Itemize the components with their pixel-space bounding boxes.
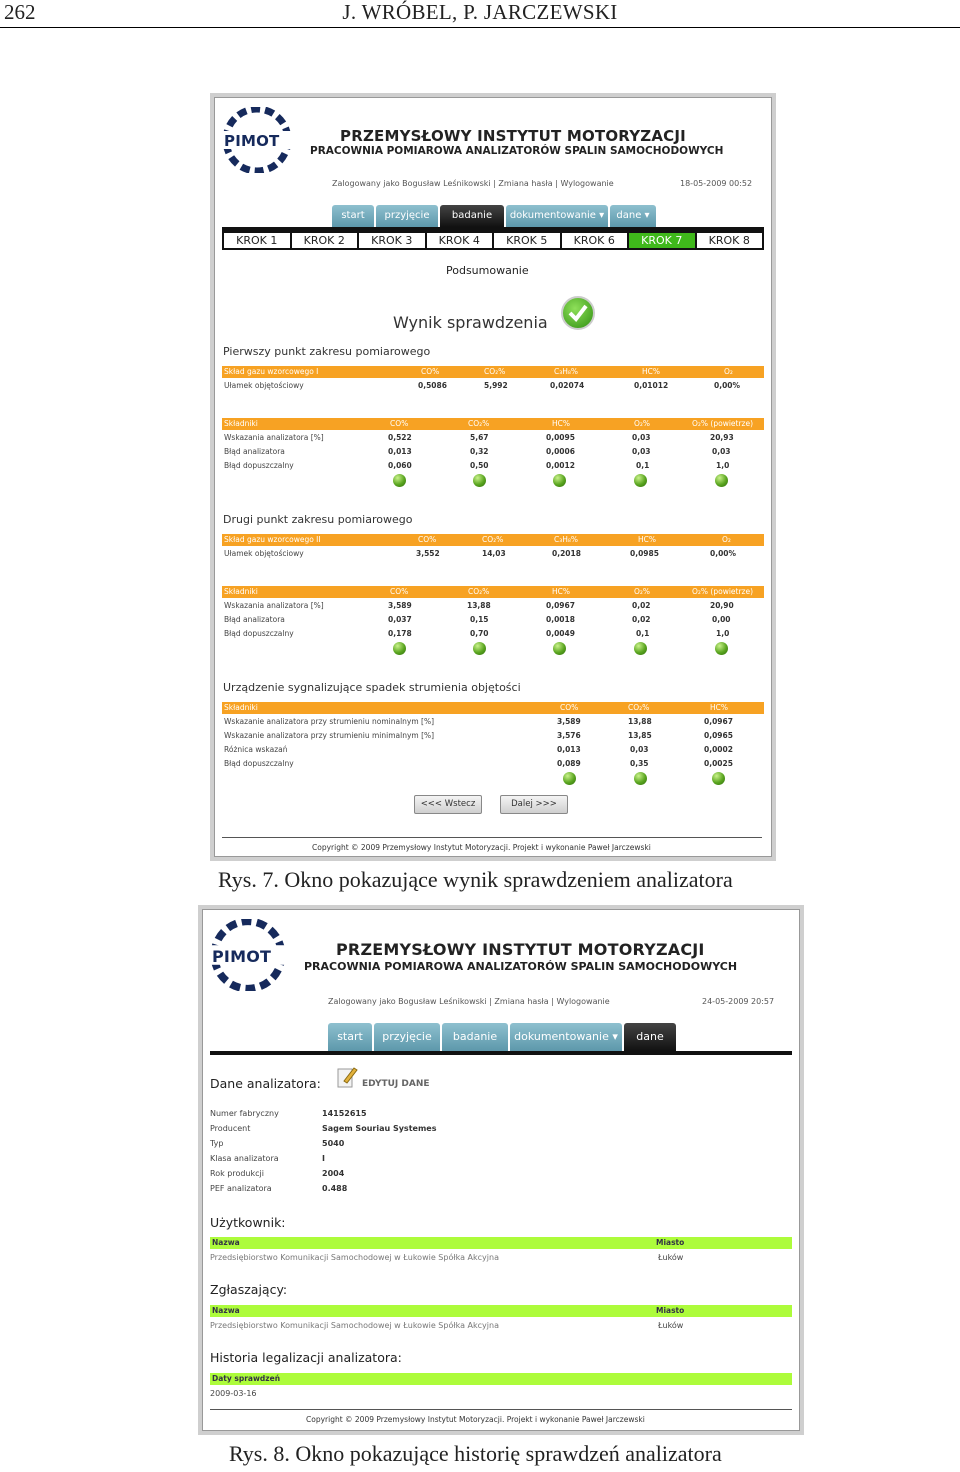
- status-ok-icon: [473, 474, 486, 487]
- row2-allowed-o2-air: 1,0: [716, 629, 730, 638]
- row-allowed-o2-air: 1,0: [716, 461, 730, 470]
- row-indication-label: Wskazania analizatora [%]: [224, 433, 324, 442]
- tab-przyjecie[interactable]: przyjęcie: [374, 1023, 440, 1051]
- row-indication-hc: 0,0095: [546, 433, 575, 442]
- comp-header-co: CO%: [390, 419, 409, 428]
- row2-indication-o2-air: 20,90: [710, 601, 734, 610]
- row2-allowed-co: 0,178: [388, 629, 412, 638]
- edit-data-link[interactable]: EDYTUJ DANE: [362, 1079, 430, 1089]
- screenshot-history-window: [198, 905, 804, 1435]
- field-pef-value: 0.488: [322, 1184, 348, 1193]
- row2-allowed-co2: 0,70: [470, 629, 489, 638]
- row-indication-o2-air: 20,93: [710, 433, 734, 442]
- step-4[interactable]: KROK 4: [427, 233, 495, 248]
- gas-header-co2: CO₂%: [484, 367, 506, 376]
- gas-table-header-2: [222, 534, 764, 546]
- status-ok-icon: [553, 642, 566, 655]
- field-pef-label: PEF analizatora: [210, 1184, 272, 1193]
- gas2-row-co: 3,552: [416, 549, 440, 558]
- reporter-table-header: [210, 1305, 792, 1317]
- comp2-header-o2-air: O₂% (powietrze): [692, 587, 754, 596]
- screenshot-result-window: [210, 93, 776, 861]
- step-8[interactable]: KROK 8: [708, 234, 750, 247]
- flow-minimal-co2: 13,85: [628, 731, 652, 740]
- footer-rule: [210, 1409, 792, 1410]
- field-year-value: 2004: [322, 1169, 345, 1178]
- gas2-header-co: CO%: [418, 535, 437, 544]
- gas-header-co: CO%: [421, 367, 440, 376]
- row-error-o2-air: 0,03: [712, 447, 731, 456]
- footer-rule: [222, 837, 762, 838]
- row2-indication-co2: 13,88: [467, 601, 491, 610]
- gas-row-co2: 5,992: [484, 381, 508, 390]
- step-6[interactable]: KROK 6: [562, 233, 630, 248]
- row2-indication-hc: 0,0967: [546, 601, 575, 610]
- user-table-header: [210, 1237, 792, 1249]
- status-ok-icon: [563, 772, 576, 785]
- row-error-o2: 0,03: [632, 447, 651, 456]
- history-table-header: [210, 1373, 792, 1385]
- figure-caption-8: Rys. 8. Okno pokazujące historię sprawdzeń analizatora: [229, 1441, 722, 1466]
- gas-header-label: Skład gazu wzorcowego I: [224, 367, 319, 376]
- field-serial-label: Numer fabryczny: [210, 1109, 279, 1118]
- user-row-city: Łuków: [658, 1253, 684, 1262]
- field-class-label: Klasa analizatora: [210, 1154, 279, 1163]
- status-ok-icon: [634, 642, 647, 655]
- components-table-header-2: [222, 586, 764, 598]
- tab-dokumentowanie[interactable]: dokumentowanie ▾: [506, 205, 608, 227]
- row2-allowed-label: Błąd dopuszczalny: [224, 629, 294, 638]
- step-7[interactable]: KROK 7: [629, 233, 697, 248]
- flow-allowed-co: 0,089: [557, 759, 581, 768]
- gas2-header-o2: O₂: [722, 535, 731, 544]
- figure-caption-7: Rys. 7. Okno pokazujące wynik sprawdzeniem analizatora: [218, 867, 733, 892]
- gas2-row-co2: 14,03: [482, 549, 506, 558]
- flow-table-header: [222, 702, 764, 714]
- status-ok-icon: [393, 474, 406, 487]
- gas-row-label: Ułamek objętościowy: [224, 381, 304, 390]
- comp-header-o2: O₂%: [634, 419, 651, 428]
- comp2-header-co2: CO₂%: [468, 587, 490, 596]
- comp2-header-label: Składniki: [224, 587, 258, 596]
- login-info[interactable]: Zalogowany jako Bogusław Leśnikowski | Zmiana hasła | Wylogowanie: [328, 997, 610, 1006]
- flow-nominal-co: 3,589: [557, 717, 581, 726]
- flow-diff-co2: 0,03: [630, 745, 649, 754]
- row2-error-label: Błąd analizatora: [224, 615, 285, 624]
- reporter-header-name: Nazwa: [212, 1306, 240, 1315]
- section-flow-signal: Urządzenie sygnalizujące spadek strumienia objętości: [223, 681, 521, 694]
- row-error-hc: 0,0006: [546, 447, 575, 456]
- flow-minimal-hc: 0,0965: [704, 731, 733, 740]
- flow-header-co: CO%: [560, 703, 579, 712]
- comp2-header-o2: O₂%: [634, 587, 651, 596]
- comp2-header-co: CO%: [390, 587, 409, 596]
- status-ok-icon: [393, 642, 406, 655]
- row-allowed-co2: 0,50: [470, 461, 489, 470]
- tab-badanie[interactable]: badanie: [442, 1023, 508, 1051]
- row-error-co: 0,013: [388, 447, 412, 456]
- flow-header-hc: HC%: [710, 703, 729, 712]
- gas2-header-label: Skład gazu wzorcowego II: [224, 535, 321, 544]
- page-number: 262: [4, 0, 36, 24]
- gas-row-co: 0,5086: [418, 381, 447, 390]
- status-ok-icon: [553, 474, 566, 487]
- row-allowed-o2: 0,1: [636, 461, 650, 470]
- status-ok-icon: [634, 772, 647, 785]
- tab-badanie[interactable]: badanie: [440, 205, 504, 227]
- flow-header-co2: CO₂%: [628, 703, 650, 712]
- gas2-row-o2: 0,00%: [710, 549, 737, 558]
- step-bar: [222, 231, 764, 250]
- field-serial-value: 14152615: [322, 1109, 367, 1118]
- gas-header-hc: HC%: [642, 367, 661, 376]
- flow-allowed-hc: 0,0025: [704, 759, 733, 768]
- row2-error-hc: 0,0018: [546, 615, 575, 624]
- row2-allowed-hc: 0,0049: [546, 629, 575, 638]
- flow-allowed-co2: 0,35: [630, 759, 649, 768]
- next-button[interactable]: Dalej >>>: [500, 795, 568, 814]
- tab-dokumentowanie[interactable]: dokumentowanie ▾: [510, 1023, 622, 1051]
- field-producer-label: Producent: [210, 1124, 251, 1133]
- comp-header-o2-air: O₂% (powietrze): [692, 419, 754, 428]
- field-type-label: Typ: [210, 1139, 224, 1148]
- row-indication-co: 0,522: [388, 433, 412, 442]
- tab-start[interactable]: start: [328, 1023, 372, 1051]
- history-title: Historia legalizacji analizatora:: [210, 1350, 402, 1365]
- row-error-co2: 0,32: [470, 447, 489, 456]
- datetime: 18-05-2009 00:52: [680, 179, 753, 188]
- login-info[interactable]: Zalogowany jako Bogusław Leśnikowski | Zmiana hasła | Wylogowanie: [332, 179, 614, 188]
- main-nav: [328, 1023, 688, 1051]
- row2-error-co: 0,037: [388, 615, 412, 624]
- comp2-header-hc: HC%: [552, 587, 571, 596]
- section-first-point: Pierwszy punkt zakresu pomiarowego: [223, 345, 431, 358]
- copyright: Copyright © 2009 Przemysłowy Instytut Motoryzacji. Projekt i wykonanie Paweł Jarczewski: [306, 1415, 645, 1424]
- row-allowed-label: Błąd dopuszczalny: [224, 461, 294, 470]
- step-2[interactable]: KROK 2: [292, 233, 360, 248]
- history-row-date[interactable]: 2009-03-16: [210, 1389, 257, 1398]
- institute-name: PRZEMYSŁOWY INSTYTUT MOTORYZACJI: [336, 940, 705, 959]
- gas-row-o2: 0,00%: [714, 381, 741, 390]
- datetime: 24-05-2009 20:57: [702, 997, 775, 1006]
- row-error-label: Błąd analizatora: [224, 447, 285, 456]
- step-3[interactable]: KROK 3: [359, 233, 427, 248]
- row-allowed-co: 0,060: [388, 461, 412, 470]
- history-header-dates: Daty sprawdzeń: [212, 1374, 281, 1383]
- tab-dane[interactable]: dane: [624, 1023, 676, 1051]
- gas2-header-c3h8: C₃H₈%: [554, 535, 579, 544]
- comp-header-hc: HC%: [552, 419, 571, 428]
- user-header-city: Miasto: [656, 1238, 685, 1247]
- gas2-row-hc: 0,0985: [630, 549, 659, 558]
- gas2-header-hc: HC%: [638, 535, 657, 544]
- flow-nominal-label: Wskazanie analizatora przy strumieniu nominalnym [%]: [224, 717, 435, 726]
- status-ok-icon: [473, 642, 486, 655]
- comp-header-co2: CO₂%: [468, 419, 490, 428]
- summary-heading: Podsumowanie: [446, 264, 529, 277]
- analyzer-data-title: Dane analizatora:: [210, 1076, 321, 1091]
- tab-przyjecie[interactable]: przyjęcie: [376, 205, 438, 227]
- gas-header-o2: O₂: [724, 367, 733, 376]
- reporter-row-name: Przedsiębiorstwo Komunikacji Samochodowej w Łukowie Spółka Akcyjna: [210, 1321, 499, 1330]
- field-producer-value: Sagem Souriau Systemes: [322, 1124, 437, 1133]
- gas-header-c3h8: C₃H₈%: [554, 367, 579, 376]
- lab-name: PRACOWNIA POMIAROWA ANALIZATORÓW SPALIN SAMOCHODOWYCH: [304, 960, 738, 973]
- reporter-title: Zgłaszający:: [210, 1282, 288, 1297]
- gas2-row-label: Ułamek objętościowy: [224, 549, 304, 558]
- lab-name: PRACOWNIA POMIAROWA ANALIZATORÓW SPALIN SAMOCHODOWYCH: [310, 145, 724, 157]
- logo-text: PIMOT: [212, 947, 272, 966]
- row2-error-o2: 0,02: [632, 615, 651, 624]
- field-year-label: Rok produkcji: [210, 1169, 264, 1178]
- check-icon: [561, 296, 595, 330]
- back-button[interactable]: <<< Wstecz: [414, 795, 482, 814]
- user-title: Użytkownik:: [210, 1215, 286, 1230]
- edit-icon[interactable]: [336, 1065, 358, 1089]
- status-ok-icon: [634, 474, 647, 487]
- row2-error-o2-air: 0,00: [712, 615, 731, 624]
- tab-dane[interactable]: dane ▾: [610, 205, 656, 227]
- status-ok-icon: [715, 474, 728, 487]
- gas-row-c3h8: 0,02074: [550, 381, 585, 390]
- logo-text: PIMOT: [224, 132, 280, 150]
- status-ok-icon: [715, 642, 728, 655]
- copyright: Copyright © 2009 Przemysłowy Instytut Motoryzacji. Projekt i wykonanie Paweł Jarczewski: [312, 843, 651, 852]
- institute-name: PRZEMYSŁOWY INSTYTUT MOTORYZACJI: [340, 127, 686, 145]
- status-ok-icon: [712, 772, 725, 785]
- running-head: J. WRÓBEL, P. JARCZEWSKI: [342, 0, 618, 24]
- field-type-value: 5040: [322, 1139, 345, 1148]
- flow-minimal-co: 3,576: [557, 731, 581, 740]
- flow-header-label: Składniki: [224, 703, 258, 712]
- main-nav: [332, 205, 662, 227]
- user-header-name: Nazwa: [212, 1238, 240, 1247]
- comp-header-label: Składniki: [224, 419, 258, 428]
- row2-error-co2: 0,15: [470, 615, 489, 624]
- row2-indication-o2: 0,02: [632, 601, 651, 610]
- result-heading: Wynik sprawdzenia: [393, 313, 548, 332]
- user-row-name: Przedsiębiorstwo Komunikacji Samochodowej w Łukowie Spółka Akcyjna: [210, 1253, 499, 1262]
- gas2-header-co2: CO₂%: [482, 535, 504, 544]
- field-class-value: I: [322, 1154, 325, 1163]
- flow-minimal-label: Wskazanie analizatora przy strumieniu minimalnym [%]: [224, 731, 435, 740]
- step-5[interactable]: KROK 5: [494, 233, 562, 248]
- row2-indication-label: Wskazania analizatora [%]: [224, 601, 324, 610]
- row-indication-co2: 5,67: [470, 433, 489, 442]
- reporter-header-city: Miasto: [656, 1306, 685, 1315]
- gas2-row-c3h8: 0,2018: [552, 549, 581, 558]
- flow-diff-hc: 0,0002: [704, 745, 733, 754]
- row2-indication-co: 3,589: [388, 601, 412, 610]
- step-1[interactable]: KROK 1: [224, 233, 292, 248]
- flow-nominal-co2: 13,88: [628, 717, 652, 726]
- flow-diff-label: Różnica wskazań: [224, 745, 288, 754]
- flow-allowed-label: Błąd dopuszczalny: [224, 759, 294, 768]
- row-indication-o2: 0,03: [632, 433, 651, 442]
- flow-diff-co: 0,013: [557, 745, 581, 754]
- section-second-point: Drugi punkt zakresu pomiarowego: [223, 513, 413, 526]
- flow-nominal-hc: 0,0967: [704, 717, 733, 726]
- row2-allowed-o2: 0,1: [636, 629, 650, 638]
- nav-underline: [210, 1051, 792, 1055]
- reporter-row-city: Łuków: [658, 1321, 684, 1330]
- tab-start[interactable]: start: [332, 205, 374, 227]
- row-allowed-hc: 0,0012: [546, 461, 575, 470]
- components-table-header: [222, 418, 764, 430]
- gas-row-hc: 0,01012: [634, 381, 669, 390]
- header-rule: [0, 27, 960, 28]
- gas-table-header: [222, 366, 764, 378]
